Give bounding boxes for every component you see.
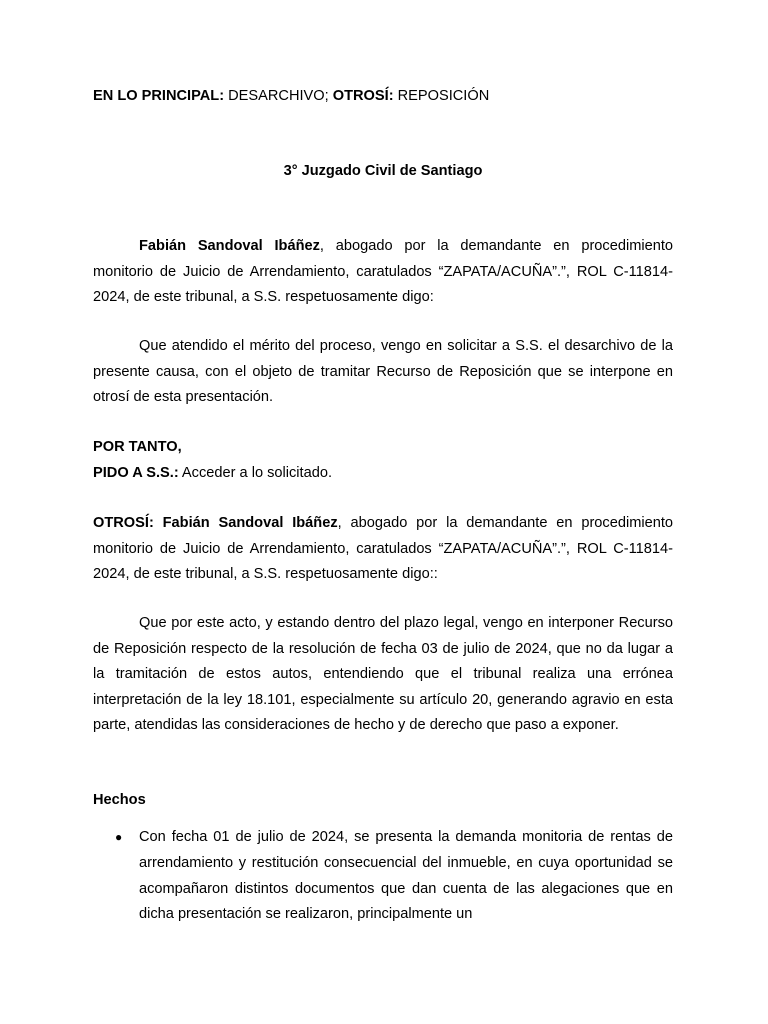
list-item-text: Con fecha 01 de julio de 2024, se presenta la demanda monitoria de rentas de arrendamiento y restitución consecuencial del inmueble, en cuya oportunidad se acompañaron distintos documentos que dan cuenta de las alegaciones que en dicha presentación se realizaron, principalmente un: [139, 829, 673, 923]
otrosi-text: , abogado por la demandante en procedimiento monitorio de Juicio de Arrendamiento, caratulados “ZAPATA/ACUÑA”.”, ROL C-11814-2024, de este tribunal, a S.S. respetuosamente digo::: [93, 515, 673, 582]
intro-text: , abogado por la demandante en procedimiento monitorio de Juicio de Arrendamiento, caratulados “ZAPATA/ACUÑA”.”, ROL C-11814-2024, de este tribunal, a S.S. respetuosamente digo:: [93, 238, 673, 305]
pido-line: [93, 461, 673, 487]
bullet-icon: ●: [115, 830, 123, 844]
principal-value: DESARCHIVO;: [224, 88, 333, 104]
reposicion-paragraph: Que por este acto, y estando dentro del plazo legal, vengo en interponer Recurso de Reposición respecto de la resolución de fecha 03 de julio de 2024, que no da lugar a la tramitación de estos autos, entendiendo que el tribunal realiza una errónea interpretación de la ley 18.101, especialmente su artículo 20, generando agravio en esta parte, atendidas las consideraciones de hecho y de derecho que paso a exponer.: [93, 615, 673, 733]
lawyer-name: Fabián Sandoval Ibáñez: [139, 238, 320, 254]
intro-paragraph: [93, 234, 673, 311]
hechos-label: Hechos: [93, 792, 146, 808]
otrosi-value: REPOSICIÓN: [393, 88, 490, 104]
otrosi-paragraph: [93, 511, 673, 588]
por-tanto-label: POR TANTO,: [93, 439, 182, 455]
principal-label: EN LO PRINCIPAL:: [93, 88, 225, 104]
hechos-list: [93, 825, 673, 928]
otrosi-label: OTROSÍ:: [332, 88, 394, 104]
summary-heading: [93, 86, 673, 106]
por-tanto-line: [93, 435, 673, 461]
pido-text: Acceder a lo solicitado.: [178, 465, 333, 481]
otrosi-name-label: OTROSÍ: Fabián Sandoval Ibáñez: [93, 515, 338, 531]
pido-label: PIDO A S.S.:: [93, 465, 179, 481]
list-item: [93, 825, 673, 928]
court-name: 3° Juzgado Civil de Santiago: [283, 163, 483, 179]
hechos-heading: [93, 788, 673, 814]
desarchivo-paragraph: Que atendido el mérito del proceso, vengo en solicitar a S.S. el desarchivo de la presente causa, con el objeto de tramitar Recurso de Reposición que se interpone en otrosí de esta presentación.: [93, 338, 673, 405]
